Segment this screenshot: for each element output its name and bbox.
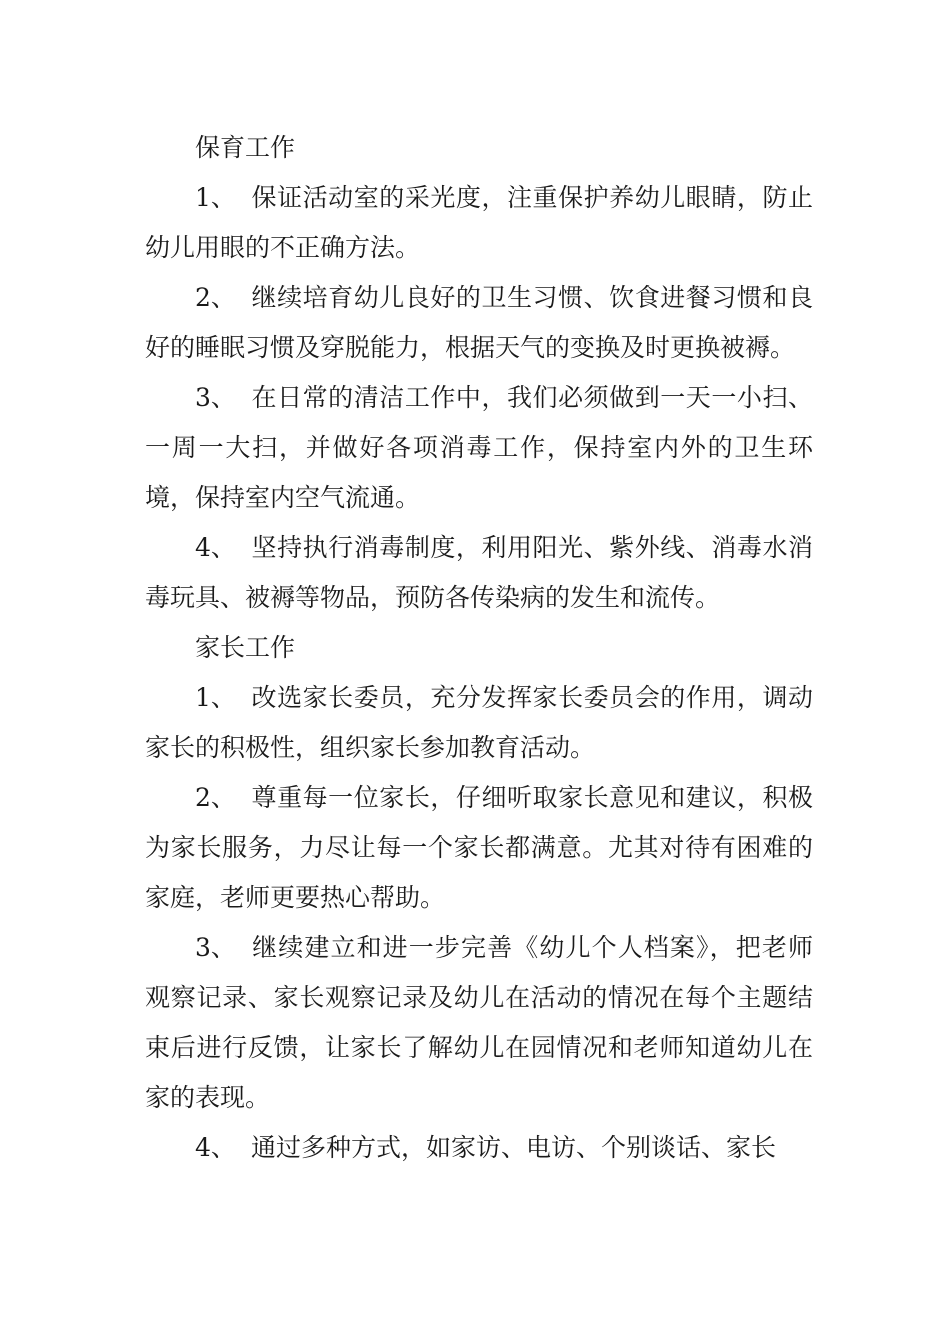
paragraph <box>145 1123 813 1173</box>
paragraph <box>145 773 813 923</box>
item-number: 1、 <box>195 683 236 712</box>
item-number: 3、 <box>195 933 236 962</box>
item-number: 2、 <box>195 783 236 812</box>
item-text: 改选家长委员，充分发挥家长委员会的作用，调动家长的积极性，组织家长参加教育活动。 <box>145 683 813 762</box>
item-text: 通过多种方式，如家访、电访、个别谈话、家长 <box>251 1133 777 1162</box>
paragraph <box>145 373 813 523</box>
item-text: 尊重每一位家长，仔细听取家长意见和建议，积极为家长服务，力尽让每一个家长都满意。尤其对待有困难的家庭，老师更要热心帮助。 <box>145 783 813 912</box>
item-number: 3、 <box>195 383 236 412</box>
section-heading-childcare: 保育工作 <box>195 133 296 162</box>
document-body <box>145 123 813 1173</box>
paragraph <box>145 673 813 773</box>
item-text: 保证活动室的采光度，注重保护养幼儿眼睛，防止幼儿用眼的不正确方法。 <box>145 183 813 262</box>
paragraph <box>145 273 813 373</box>
paragraph <box>145 173 813 273</box>
item-text: 在日常的清洁工作中，我们必须做到一天一小扫、一周一大扫，并做好各项消毒工作，保持室内外的卫生环境，保持室内空气流通。 <box>145 383 813 512</box>
item-text: 继续培育幼儿良好的卫生习惯、饮食进餐习惯和良好的睡眠习惯及穿脱能力，根据天气的变换及时更换被褥。 <box>145 283 813 362</box>
item-text: 继续建立和进一步完善《幼儿个人档案》，把老师观察记录、家长观察记录及幼儿在活动的情况在每个主题结束后进行反馈，让家长了解幼儿在园情况和老师知道幼儿在家的表现。 <box>145 933 813 1112</box>
item-number: 4、 <box>195 1133 236 1162</box>
item-text: 坚持执行消毒制度，利用阳光、紫外线、消毒水消毒玩具、被褥等物品，预防各传染病的发生和流传。 <box>145 533 813 612</box>
item-number: 1、 <box>195 183 236 212</box>
item-number: 2、 <box>195 283 236 312</box>
section-heading-parents: 家长工作 <box>195 633 296 662</box>
paragraph <box>145 923 813 1123</box>
paragraph <box>145 523 813 623</box>
item-number: 4、 <box>195 533 236 562</box>
